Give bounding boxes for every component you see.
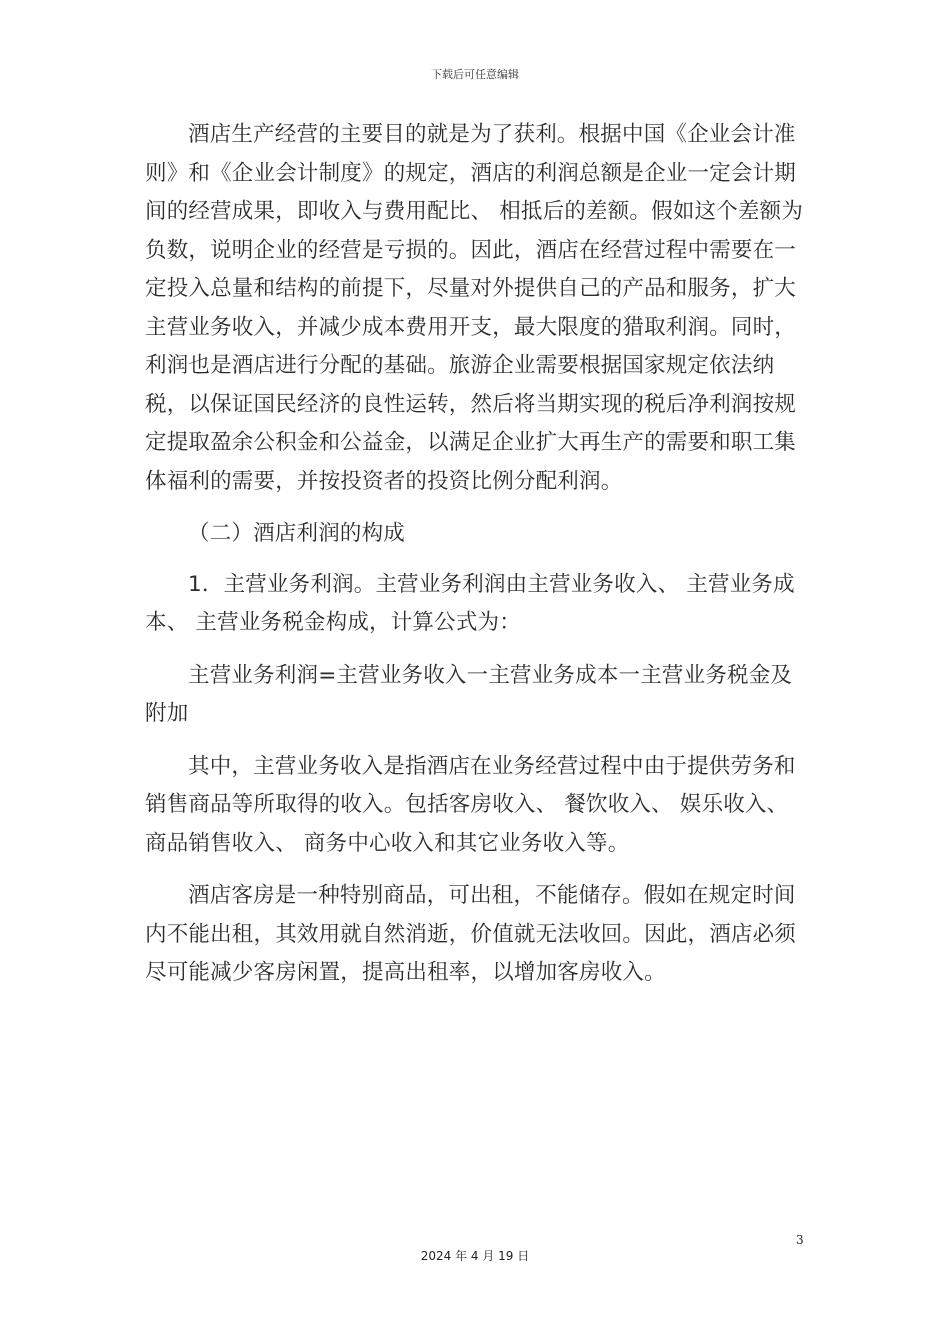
paragraph-main-business-profit: 1．主营业务利润。主营业务利润由主营业务收入、 主营业务成本、 主营业务税金构成，计算公式为： — [145, 571, 795, 635]
section-heading-profit-composition: （二）酒店利润的构成 — [188, 521, 406, 546]
document-body — [145, 116, 805, 993]
paragraph-hotel-rooms: 酒店客房是一种特别商品，可出租，不能储存。假如在规定时间内不能出租，其效用就自然消逝，价值就无法收回。因此，酒店必须尽可能减少客房闲置，提高出租率，以增加客房收入。 — [145, 883, 797, 985]
page-number: 3 — [796, 1233, 804, 1247]
paragraph-main-business-revenue: 其中，主营业务收入是指酒店在业务经营过程中由于提供劳务和销售商品等所取得的收入。包括客房收入、 餐饮收入、 娱乐收入、 商品销售收入、 商务中心收入和其它业务收入等。 — [145, 753, 796, 856]
page-header: 下载后可任意编辑 — [431, 68, 519, 81]
formula-main-business-profit: 主营业务利润=主营业务收入一主营业务成本一主营业务税金及附加 — [145, 662, 793, 726]
footer-date: 2024 年 4 月 19 日 — [420, 1249, 530, 1263]
paragraph-profit-purpose: 酒店生产经营的主要目的就是为了获利。根据中国《企业会计准则》和《企业会计制度》的规定，酒店的利润总额是企业一定会计期间的经营成果，即收入与费用配比、 相抵后的差额。假如这个差额为负数，说明企业的经营是亏损的。因此，酒店在经营过程中需要在一定投入总量和结构的前提下，尽量对外提供自己的产品和服务，扩大主营业务收入，并减少成本费用开支，最大限度的猎取利润。同时，利润也是酒店进行分配的基础。旅游企业需要根据国家规定依法纳税，以保证国民经济的良性运转，然后将当期实现的税后净利润按规定提取盈余公积金和公益金，以满足企业扩大再生产的需要和职工集体福利的需要，并按投资者的投资比例分配利润。 — [145, 122, 804, 494]
